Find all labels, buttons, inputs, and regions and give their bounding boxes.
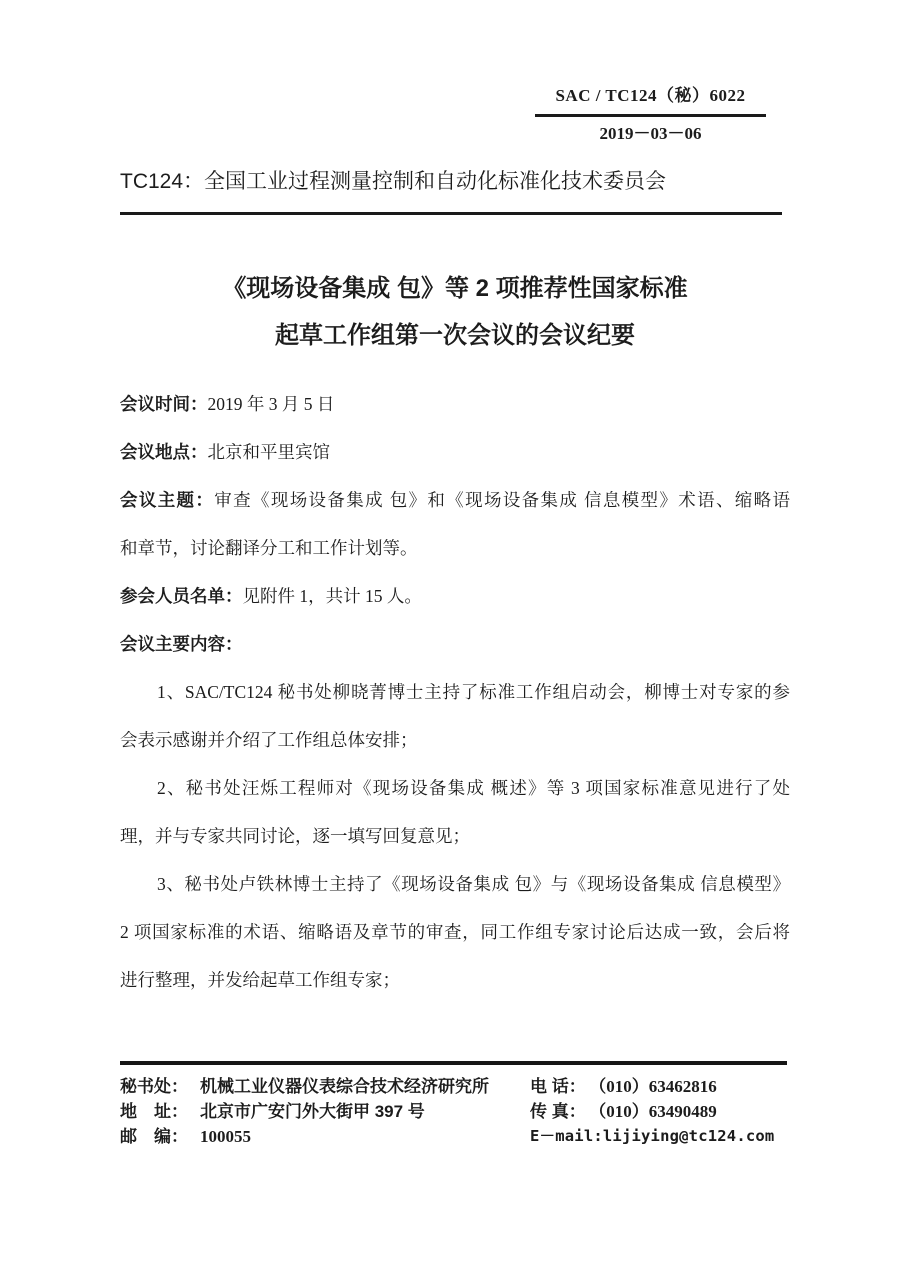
content-item-2-line-1: 2、秘书处汪烁工程师对《现场设备集成 概述》等 3 项国家标准意见进行了处 [157,778,790,798]
address-value: 北京市广安门外大街甲 397 号 [200,1102,425,1121]
document-date: 2019－03－06 [599,124,702,143]
committee-name: TC124：全国工业过程测量控制和自动化标准化技术委员会 [120,170,667,193]
attendee-list-line [120,572,790,620]
document-number: SAC / TC124（秘）6022 [555,86,746,105]
address-row [120,1099,520,1124]
content-item-1-line-2: 会表示感谢并介绍了工作组总体安排； [120,730,418,750]
secretariat-label: 秘书处： [120,1077,188,1096]
document-title-line1: 《现场设备集成 包》等 2 项推荐性国家标准 [222,275,688,302]
content-item-3-line-2: 2 项国家标准的术语、缩略语及章节的审查，同工作组专家讨论后达成一致，会后将 [120,922,790,942]
attendee-list-label: 参会人员名单： [120,586,243,606]
footer-right-column [530,1074,800,1149]
meeting-topic-line [120,476,790,524]
fax-row [530,1099,800,1124]
meeting-place-value: 北京和平里宾馆 [207,442,330,462]
email-row: E－mail:lijiying@tc124.com [530,1127,775,1145]
fax-label: 传 真： [530,1102,586,1121]
header-divider [120,212,782,215]
document-title [120,265,790,359]
phone-value: （010）63462816 [597,1077,717,1096]
document-body [120,380,790,1004]
meeting-time-line [120,380,790,428]
meeting-time-value: 2019 年 3 月 5 日 [207,394,335,414]
footer-divider [120,1061,787,1065]
fax-value: （010）63490489 [597,1102,717,1121]
meeting-topic-continued: 和章节，讨论翻译分工和工作计划等。 [120,538,418,558]
main-content-heading: 会议主要内容： [120,634,243,654]
meeting-topic-value: 审查《现场设备集成 包》和《现场设备集成 信息模型》术语、缩略语 [214,490,791,510]
meeting-place-label: 会议地点： [120,442,208,462]
secretariat-row [120,1074,520,1099]
postcode-row [120,1124,520,1149]
secretariat-value: 机械工业仪器仪表综合技术经济研究所 [200,1077,489,1096]
document-number-block [535,85,766,145]
content-item-1-line-1: 1、SAC/TC124 秘书处柳晓菁博士主持了标准工作组启动会，柳博士对专家的参 [157,682,790,702]
document-title-line2: 起草工作组第一次会议的会议纪要 [275,322,635,349]
phone-row [530,1074,800,1099]
footer-left-column [120,1074,520,1149]
document-number-rule [535,114,766,117]
phone-label: 电 话： [530,1077,586,1096]
address-label: 地 址： [120,1102,188,1121]
meeting-topic-label: 会议主题： [120,490,215,510]
meeting-place-line [120,428,790,476]
attendee-list-value: 见附件 1，共计 15 人。 [242,586,422,606]
meeting-time-label: 会议时间： [120,394,208,414]
postcode-value: 100055 [200,1127,251,1146]
postcode-label: 邮 编： [120,1127,188,1146]
content-item-2-line-2: 理，并与专家共同讨论，逐一填写回复意见； [120,826,470,846]
content-item-3-line-1: 3、秘书处卢铁林博士主持了《现场设备集成 包》与《现场设备集成 信息模型》 [157,874,790,894]
content-item-3-line-3: 进行整理，并发给起草工作组专家； [120,970,400,990]
